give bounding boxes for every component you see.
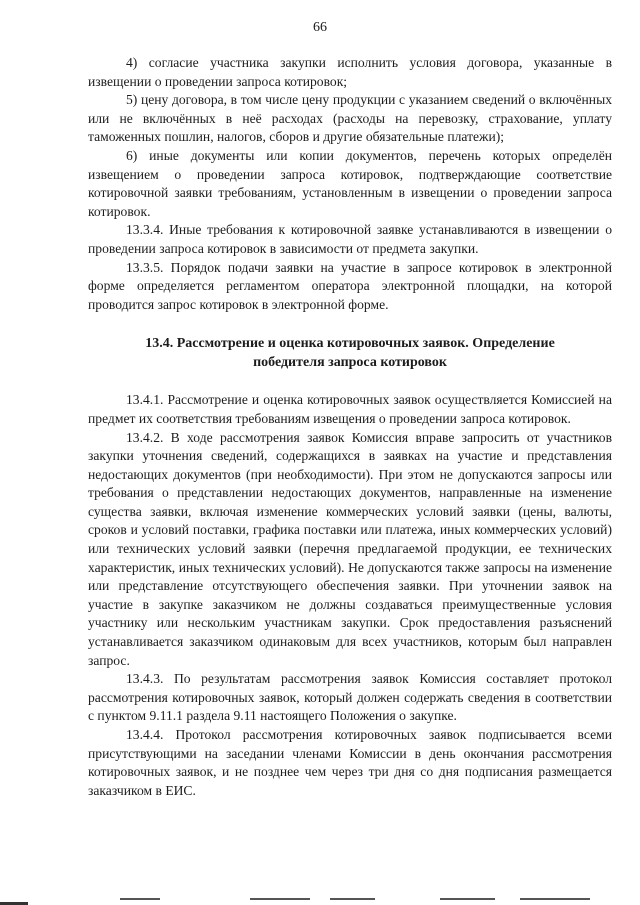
scan-bottom-edge (0, 891, 640, 905)
scan-artifact-line (330, 898, 375, 900)
scan-artifact-line (250, 898, 310, 900)
paragraph-item-4: 4) согласие участника закупки исполнить условия договора, указанные в извещении о проведении запроса котировок; (88, 55, 612, 89)
paragraph-13-4-3: 13.4.3. По результатам рассмотрения заявок Комиссия составляет протокол рассмотрения котировочных заявок, который должен содержать сведения в соответствии с пунктом 9.11.1 раздела 9.11 настоящего Положения о закупке. (88, 671, 612, 724)
scan-artifact-line (120, 898, 160, 900)
paragraph-item-5: 5) цену договора, в том числе цену продукции с указанием сведений о включённых или не включённых в неё расходах (расходы на перевозку, страхование, уплату таможенных пошлин, налогов, сборов и другие обязательные платежи); (88, 92, 612, 145)
document-body (88, 54, 612, 800)
paragraph-item-6: 6) иные документы или копии документов, перечень которых определён извещением о проведении запроса котировок, подтверждающие соответствие котировочной заявки требованиям, установленным в извещении о проведении запроса котировок. (88, 147, 612, 219)
scan-artifact-line (440, 898, 495, 900)
paragraph-13-3-4: 13.3.4. Иные требования к котировочной заявке устанавливаются в извещении о проведении запроса котировок в зависимости от предмета закупки. (88, 222, 612, 256)
page-number: 66 (313, 20, 327, 35)
paragraph-13-3-5: 13.3.5. Порядок подачи заявки на участие в запросе котировок в электронной форме определяется регламентом оператора электронной площадки, на которой проводится запрос котировок в электронной форме. (88, 259, 612, 312)
paragraph-13-4-4: 13.4.4. Протокол рассмотрения котировочных заявок подписывается всеми присутствующими на заседании членами Комиссии в день окончания рассмотрения котировочных заявок, и не позднее чем через три дня со дня подписания размещается заказчиком в ЕИС. (88, 727, 612, 798)
scan-corner-mark (0, 892, 28, 905)
paragraph-13-4-2: 13.4.2. В ходе рассмотрения заявок Комиссия вправе запросить от участников закупки уточнения сведений, содержащихся в заявках на участие и представления недостающих документов (при необходимости). При этом не допускаются запросы или требования о представлении недостающих документов, направленные на изменение существа заявки, включая изменение коммерческих условий заявки (цены, валюты, сроков и условий поставки, графика поставки или платежа, иных коммерческих условий) или технических условий заявки (перечня предлагаемой продукции, ее технических характеристик, иных технических условий). Не допускаются также запросы на изменение или представление отсутствующего обеспечения заявки. При уточнении заявок на участие в закупке заказчиком не должны создаваться преимущественные условия участнику или нескольким участникам закупки. Срок предоставления разъяснений устанавливается заказчиком одинаковым для всех участников, которым был направлен запрос. (88, 429, 612, 668)
scan-artifact-line (520, 898, 590, 900)
section-heading: 13.4. Рассмотрение и оценка котировочных заявок. Определение победителя запроса котировок (145, 336, 555, 371)
paragraph-13-4-1: 13.4.1. Рассмотрение и оценка котировочных заявок осуществляется Комиссией на предмет их соответствия требованиям извещения о проведении запроса котировок. (88, 392, 612, 426)
